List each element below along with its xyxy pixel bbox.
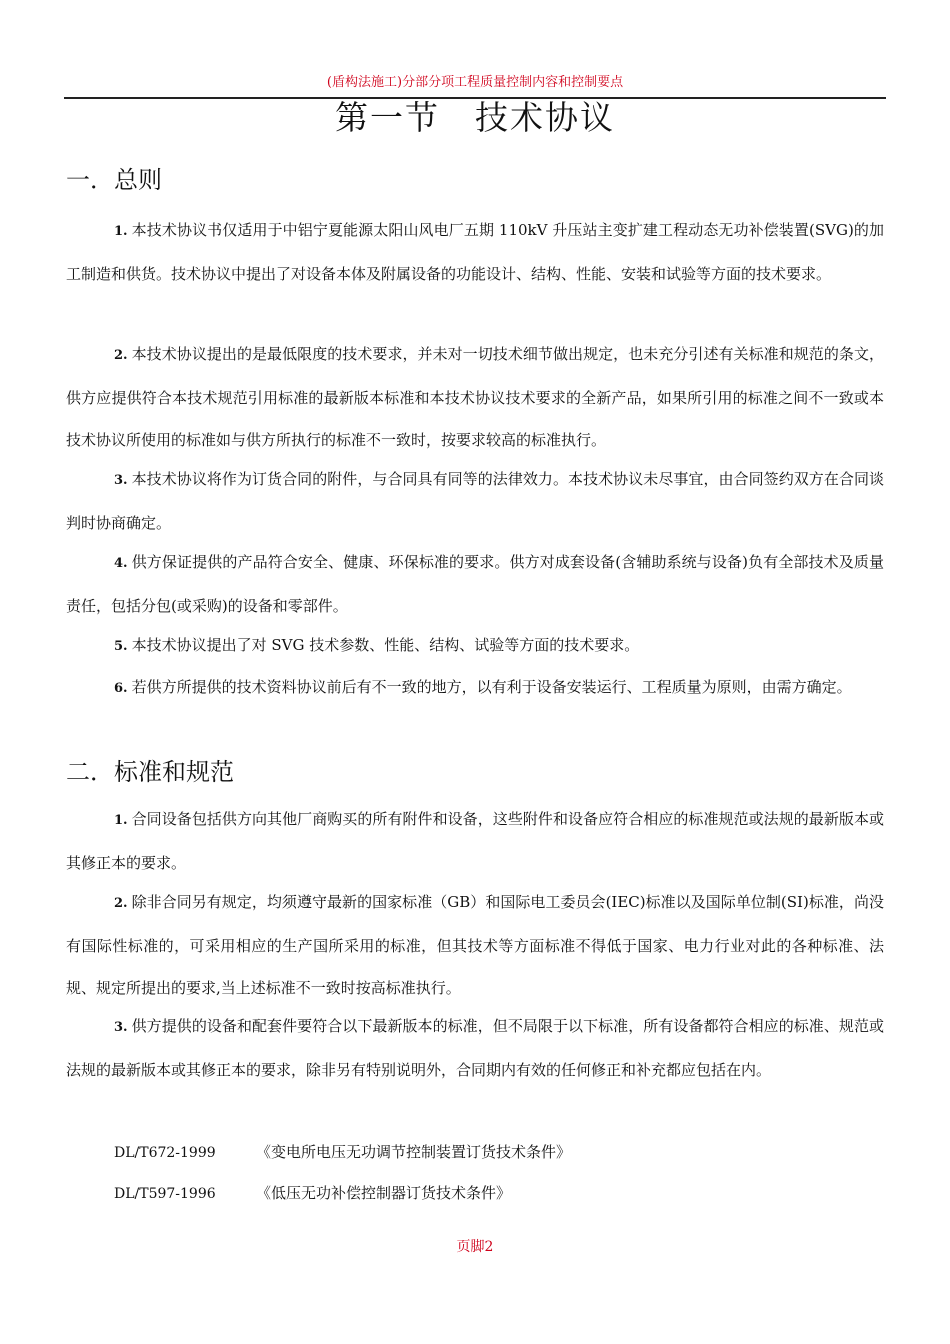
standard-entry xyxy=(114,1131,571,1174)
general-item-2 xyxy=(66,333,884,461)
heading-standards: 二．标准和规范 xyxy=(66,758,234,786)
page-footer: 页脚2 xyxy=(456,1239,494,1255)
item-text: 本技术协议提出了对 SVG 技术参数、性能、结构、试验等方面的技术要求。 xyxy=(131,636,640,654)
item-number: 6. xyxy=(114,681,128,696)
item-number: 5. xyxy=(114,639,128,654)
standard-title: 《低压无功补偿控制器订货技术条件》 xyxy=(256,1184,512,1202)
item-text: 本技术协议书仅适用于中铝宁夏能源太阳山风电厂五期 110kV 升压站主变扩建工程动态无功补偿装置(SVG)的加工制造和供货。技术协议中提出了对设备本体及附属设备的功能设计、结构、性能、安装和试验等方面的技术要求。 xyxy=(66,221,884,283)
item-number: 4. xyxy=(114,556,128,571)
item-text: 除非合同另有规定，均须遵守最新的国家标准（GB）和国际电工委员会(IEC)标准以及国际单位制(SI)标准，尚没有国际性标准的，可采用相应的生产国所采用的标准，但其技术等方面标准不得低于国家、电力行业对此的各种标准、法规、规定所提出的要求,当上述标准不一致时按高标准执行。 xyxy=(66,893,884,997)
item-number: 1. xyxy=(114,224,128,239)
item-number: 1. xyxy=(114,813,128,828)
item-number: 2. xyxy=(114,348,128,363)
item-text: 本技术协议提出的是最低限度的技术要求，并未对一切技术细节做出规定，也未充分引述有关标准和规范的条文，供方应提供符合本技术规范引用标准的最新版本标准和本技术协议技术要求的全新产品，如果所引用的标准之间不一致或本技术协议所使用的标准如与供方所执行的标准不一致时，按要求较高的标准执行。 xyxy=(66,345,884,449)
item-text: 本技术协议将作为订货合同的附件，与合同具有同等的法律效力。本技术协议未尽事宜，由合同签约双方在合同谈判时协商确定。 xyxy=(66,470,884,532)
standard-code: DL/T597-1996 xyxy=(114,1186,216,1202)
standard-title: 《变电所电压无功调节控制装置订货技术条件》 xyxy=(256,1143,572,1161)
general-item-3 xyxy=(66,458,884,544)
item-number: 3. xyxy=(114,1020,128,1035)
item-number: 3. xyxy=(114,473,128,488)
standards-item-1 xyxy=(66,798,884,884)
general-item-6 xyxy=(66,666,884,710)
heading-general: 一．总则 xyxy=(66,166,162,194)
standard-entry xyxy=(114,1172,511,1215)
section-title: 第一节 技术协议 xyxy=(335,98,615,137)
item-text: 供方提供的设备和配套件要符合以下最新版本的标准，但不局限于以下标准，所有设备都符合相应的标准、规范或法规的最新版本或其修正本的要求，除非另有特别说明外，合同期内有效的任何修正和补充都应包括在内。 xyxy=(66,1017,884,1079)
item-number: 2. xyxy=(114,896,128,911)
standard-code: DL/T672-1999 xyxy=(114,1145,216,1161)
page-header: (盾构法施工)分部分项工程质量控制内容和控制要点 xyxy=(326,75,624,90)
standards-item-3 xyxy=(66,1005,884,1091)
general-item-5 xyxy=(66,624,884,668)
standards-item-2 xyxy=(66,881,884,1009)
general-item-1 xyxy=(66,209,884,295)
item-text: 供方保证提供的产品符合安全、健康、环保标准的要求。供方对成套设备(含辅助系统与设备)负有全部技术及质量责任，包括分包(或采购)的设备和零部件。 xyxy=(66,553,884,615)
item-text: 若供方所提供的技术资料协议前后有不一致的地方，以有利于设备安装运行、工程质量为原则，由需方确定。 xyxy=(131,678,852,696)
item-text: 合同设备包括供方向其他厂商购买的所有附件和设备，这些附件和设备应符合相应的标准规范或法规的最新版本或其修正本的要求。 xyxy=(66,810,884,872)
general-item-4 xyxy=(66,541,884,627)
